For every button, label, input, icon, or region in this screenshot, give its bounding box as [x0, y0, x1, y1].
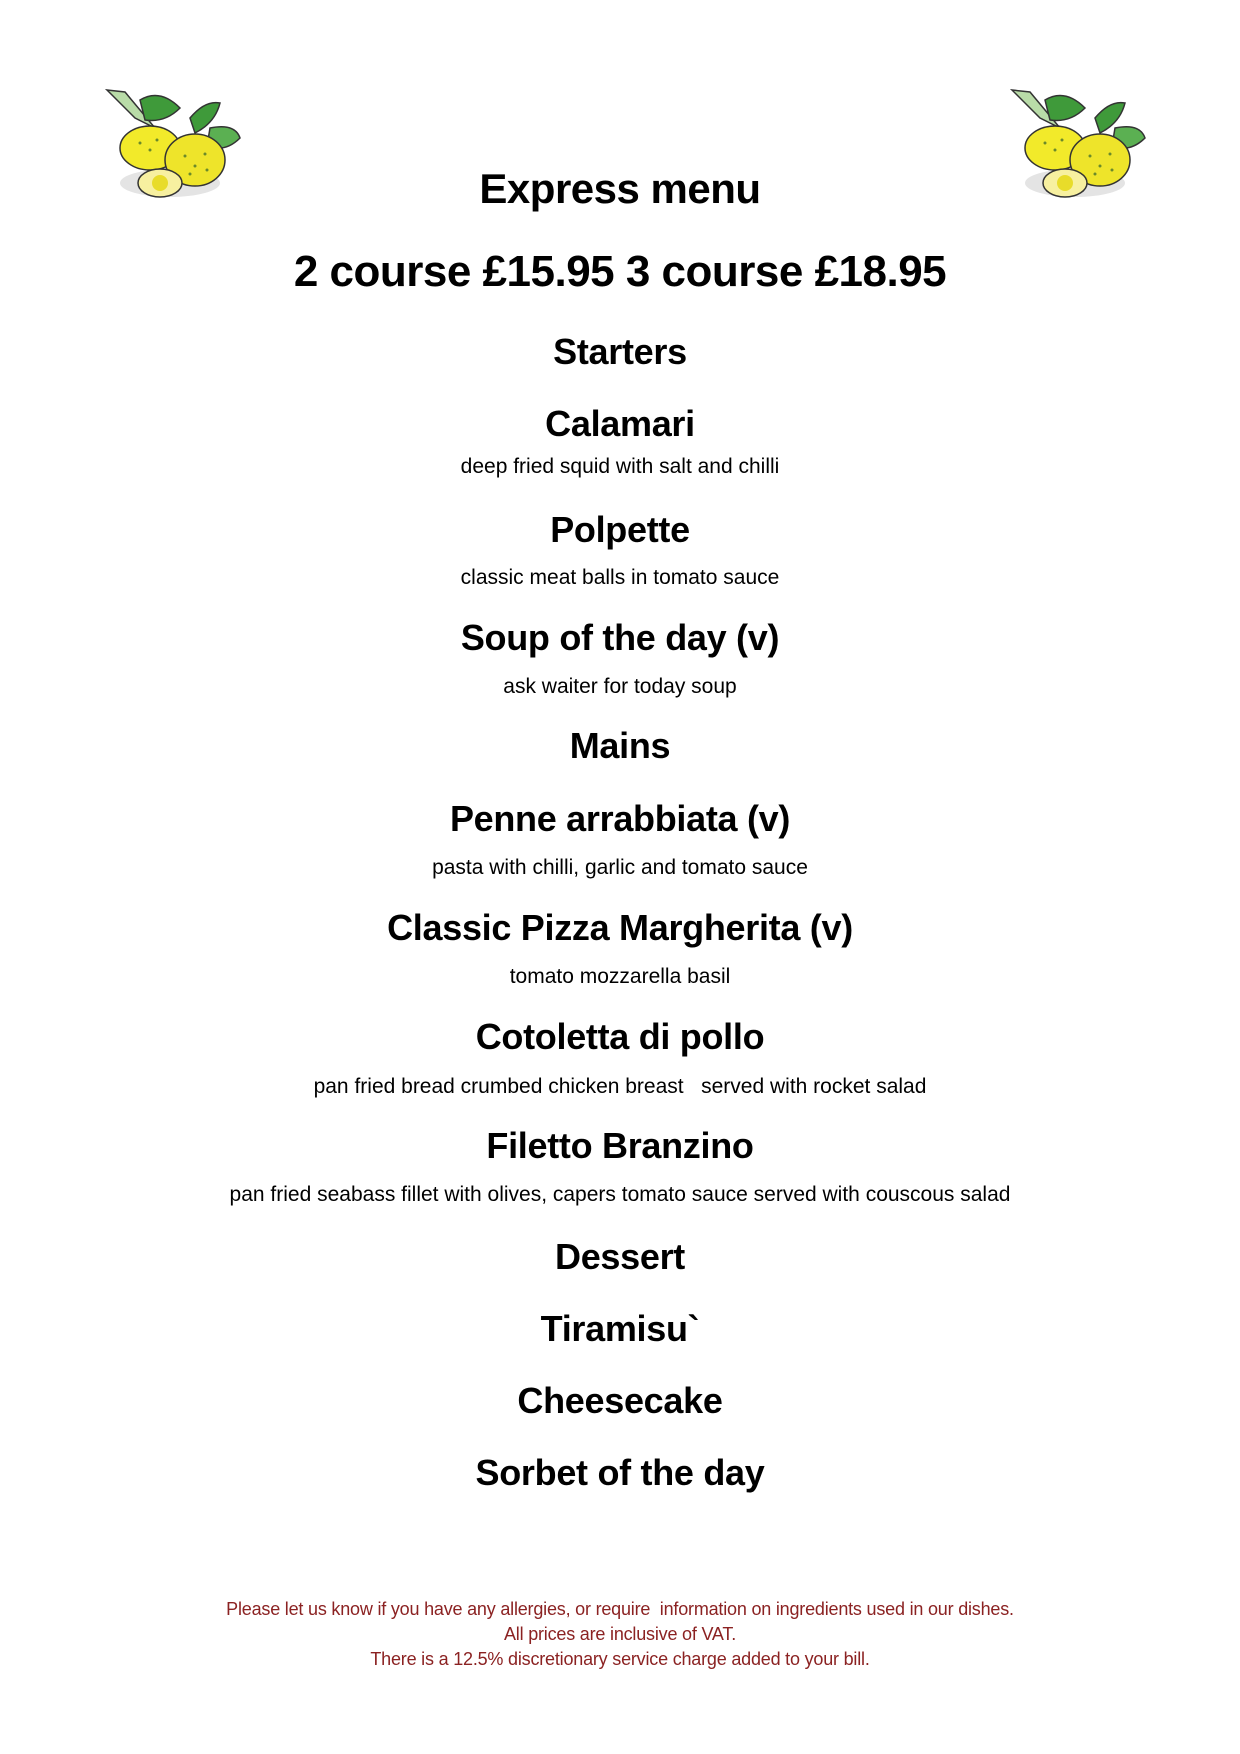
- dish-name-penne: Penne arrabbiata (v): [449, 798, 791, 839]
- dish-name-polpette: Polpette: [550, 509, 690, 550]
- dish-name-filetto: Filetto Branzino: [486, 1125, 754, 1166]
- dish-name-sorbet: Sorbet of the day: [475, 1452, 765, 1493]
- dish-description-pizza: tomato mozzarella basil: [509, 965, 731, 988]
- dish-description-soup: ask waiter for today soup: [503, 675, 737, 698]
- section-heading-starters: Starters: [553, 331, 687, 372]
- footer-vat-note: All prices are inclusive of VAT.: [503, 1624, 737, 1644]
- dish-name-calamari: Calamari: [545, 403, 695, 444]
- footer-allergy-note: Please let us know if you have any allergies, or require information on ingredients used in our dishes.: [226, 1599, 1014, 1619]
- section-heading-dessert: Dessert: [555, 1236, 685, 1277]
- price-line: 2 course £15.95 3 course £18.95: [293, 247, 947, 296]
- section-heading-mains: Mains: [569, 725, 671, 766]
- page-title: Express menu: [479, 165, 761, 212]
- dish-description-penne: pasta with chilli, garlic and tomato sauce: [432, 856, 808, 879]
- dish-description-cotoletta: pan fried bread crumbed chicken breast served with rocket salad: [313, 1075, 927, 1098]
- dish-description-filetto: pan fried seabass fillet with olives, capers tomato sauce served with couscous salad: [229, 1183, 1011, 1206]
- dish-name-cheesecake: Cheesecake: [517, 1380, 723, 1421]
- dish-description-calamari: deep fried squid with salt and chilli: [460, 455, 780, 478]
- footer-service-charge-note: There is a 12.5% discretionary service charge added to your bill.: [370, 1649, 870, 1669]
- dish-name-cotoletta: Cotoletta di pollo: [475, 1016, 765, 1057]
- dish-name-soup: Soup of the day (v): [460, 617, 780, 658]
- dish-description-polpette: classic meat balls in tomato sauce: [460, 566, 780, 589]
- dish-name-pizza: Classic Pizza Margherita (v): [387, 907, 853, 948]
- dish-name-tiramisu: Tiramisu`: [540, 1308, 700, 1349]
